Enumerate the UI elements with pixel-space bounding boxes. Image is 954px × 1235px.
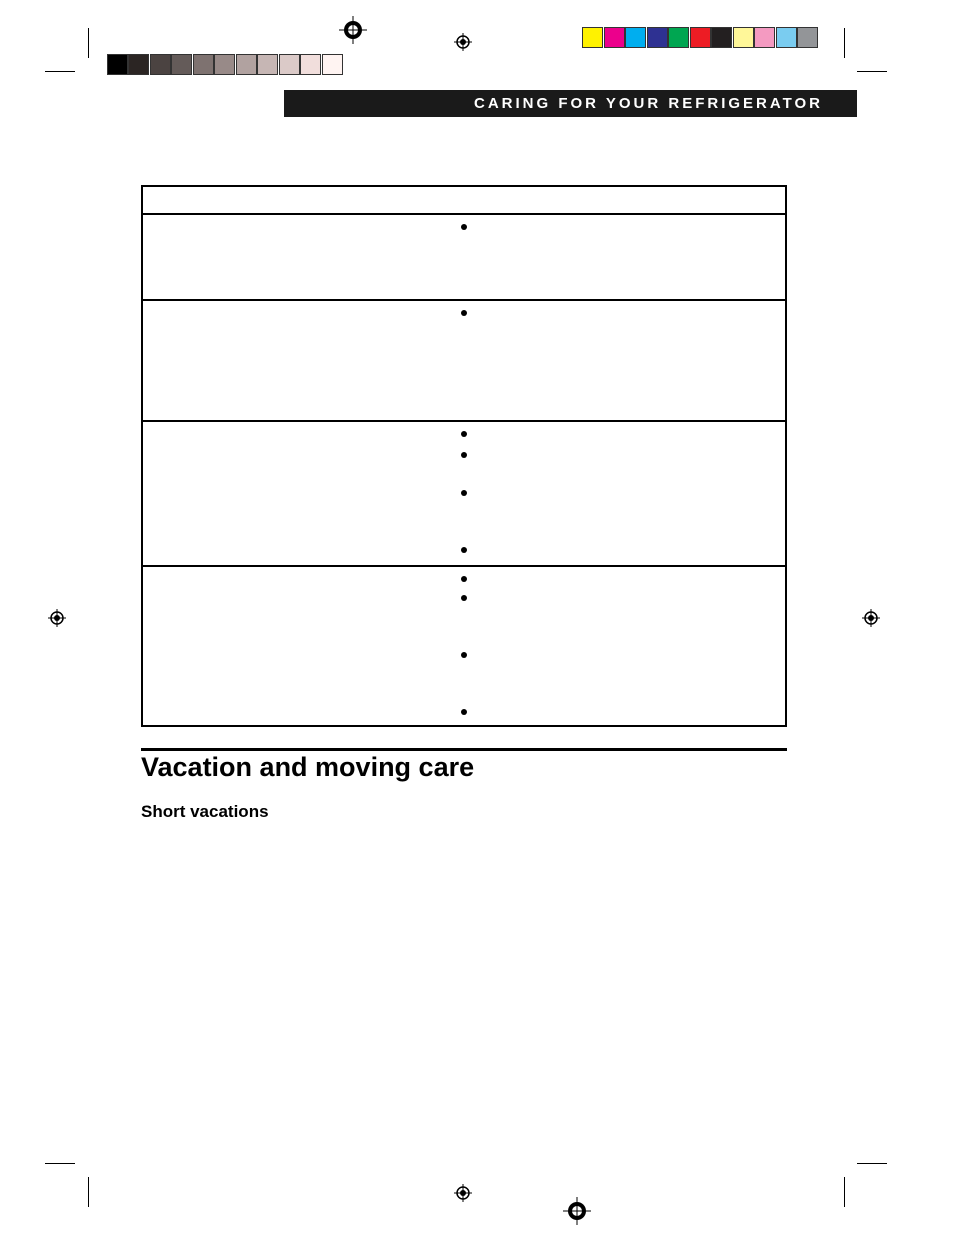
list-bullet: [461, 709, 467, 715]
section-rule: [141, 748, 787, 751]
color-swatch: [754, 27, 775, 48]
gray-swatch: [300, 54, 321, 75]
gray-swatch: [279, 54, 300, 75]
color-swatch: [625, 27, 646, 48]
color-swatch: [797, 27, 818, 48]
color-swatch: [733, 27, 754, 48]
gray-swatch: [257, 54, 278, 75]
crop-mark: [844, 28, 845, 58]
color-swatch: [690, 27, 711, 48]
crop-mark: [45, 71, 75, 72]
printer-stamp-icon: [333, 12, 373, 48]
color-swatch: [647, 27, 668, 48]
table-header-divider: [143, 213, 785, 215]
list-bullet: [461, 224, 467, 230]
list-bullet: [461, 310, 467, 316]
crop-mark: [857, 71, 887, 72]
color-swatch: [604, 27, 625, 48]
page-title: Vacation and moving care: [141, 752, 475, 782]
gray-swatch: [107, 54, 128, 75]
printer-stamp-icon: [557, 1193, 597, 1229]
list-bullet: [461, 452, 467, 458]
list-bullet: [461, 576, 467, 582]
subsection-title: Short vacations: [141, 802, 269, 821]
crop-mark: [88, 1177, 89, 1207]
color-swatch: [582, 27, 603, 48]
color-swatch: [776, 27, 797, 48]
list-bullet: [461, 652, 467, 658]
table-row-divider: [143, 299, 785, 301]
section-header-bar: [284, 90, 857, 117]
section-header-title: CARING FOR YOUR REFRIGERATOR: [473, 95, 823, 112]
crop-mark: [88, 28, 89, 58]
table-row-divider: [143, 420, 785, 422]
list-bullet: [461, 431, 467, 437]
color-swatch: [711, 27, 732, 48]
gray-scale-bar: [107, 27, 345, 48]
crop-mark: [45, 1163, 75, 1164]
table-row-divider: [143, 565, 785, 567]
gray-swatch: [214, 54, 235, 75]
color-swatch: [668, 27, 689, 48]
gray-swatch: [322, 54, 343, 75]
list-bullet: [461, 595, 467, 601]
list-bullet: [461, 490, 467, 496]
gray-swatch: [128, 54, 149, 75]
gray-swatch: [171, 54, 192, 75]
gray-swatch: [193, 54, 214, 75]
crop-mark: [844, 1177, 845, 1207]
registration-mark-icon: [454, 33, 472, 51]
troubleshooting-table: [141, 185, 787, 727]
gray-swatch: [236, 54, 257, 75]
registration-mark-icon: [862, 609, 880, 627]
registration-mark-icon: [48, 609, 66, 627]
crop-mark: [857, 1163, 887, 1164]
registration-mark-icon: [454, 1184, 472, 1202]
gray-swatch: [150, 54, 171, 75]
list-bullet: [461, 547, 467, 553]
